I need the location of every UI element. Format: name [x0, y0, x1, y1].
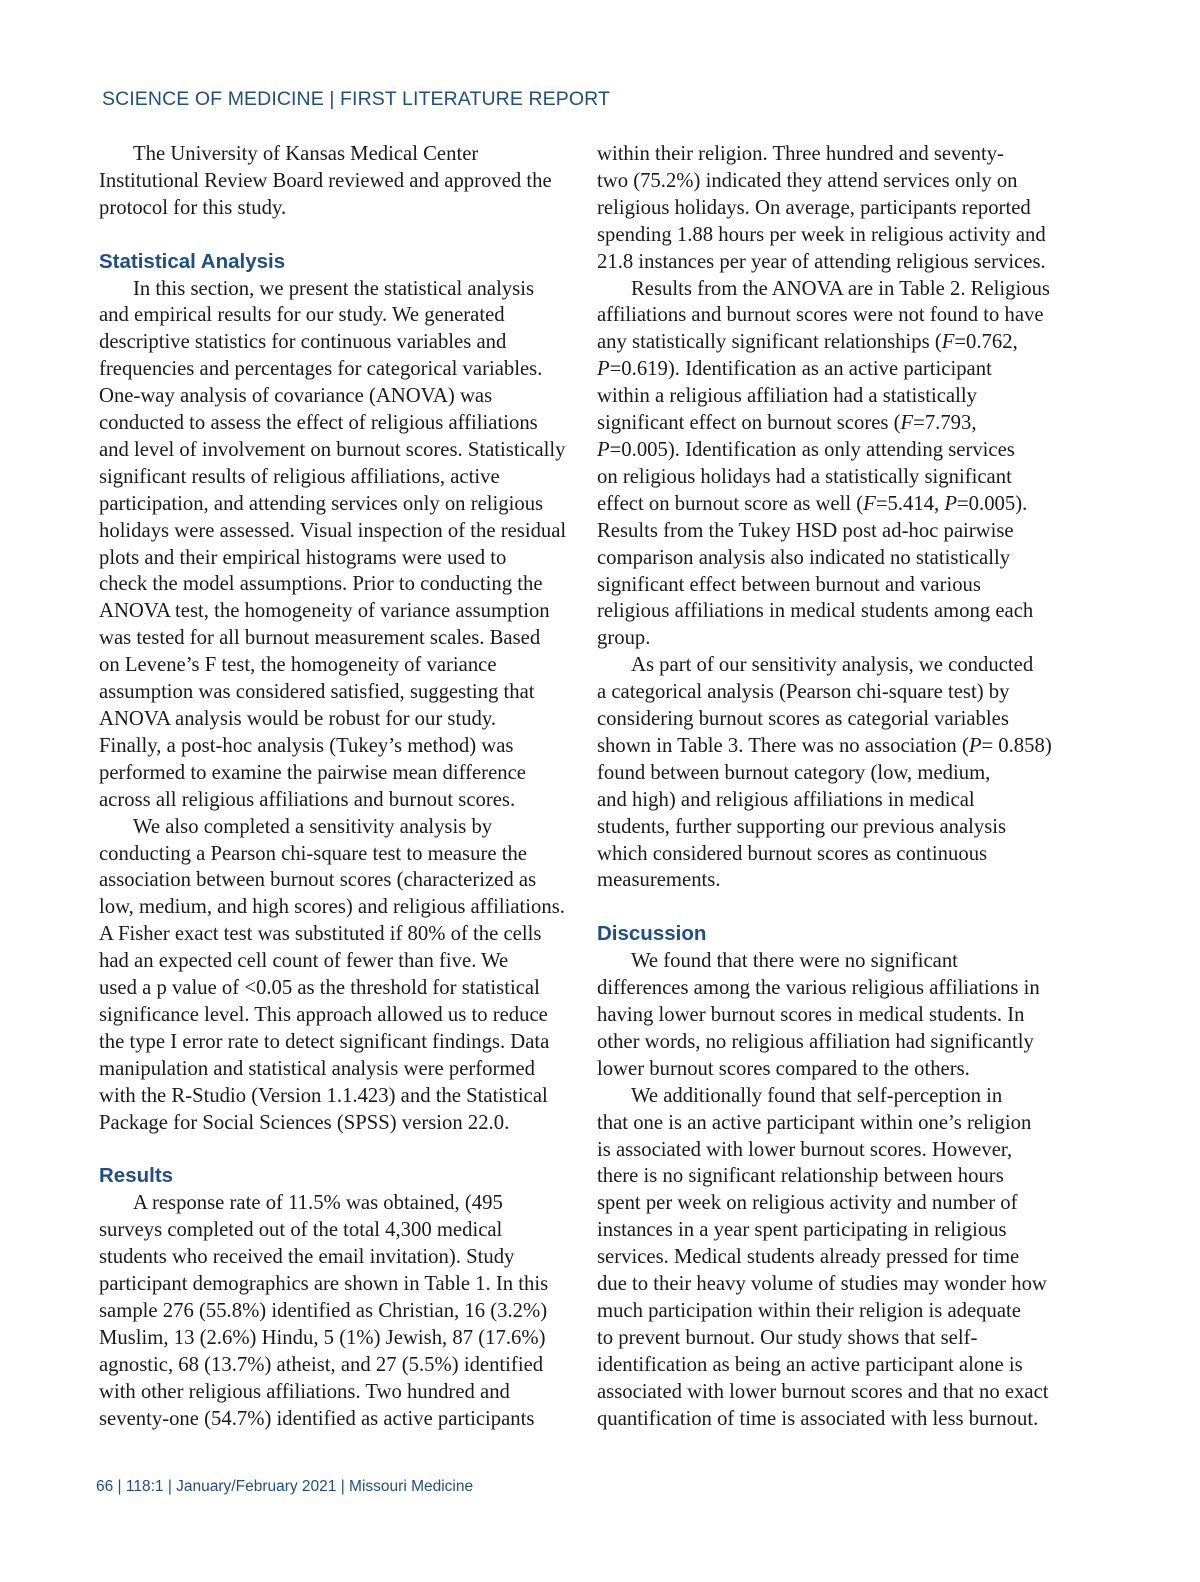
section-heading: Discussion: [597, 922, 707, 946]
right-column: [597, 141, 1071, 1432]
text-line: associated with lower burnout scores and that no exact: [597, 1380, 1049, 1403]
text-line: shown in Table 3. There was no association (P= 0.858): [597, 734, 1052, 757]
text-line: spending 1.88 hours per week in religious activity and: [597, 223, 1046, 246]
text-line: Results from the ANOVA are in Table 2. Religious: [631, 277, 1050, 300]
text-line: religious holidays. On average, participants reported: [597, 196, 1031, 219]
text-line: performed to examine the pairwise mean difference: [99, 761, 526, 784]
text-line: P=0.005). Identification as only attending services: [597, 438, 1015, 461]
paragraph: [597, 276, 1071, 653]
text-line: We found that there were no significant: [631, 950, 958, 973]
text-line: A Fisher exact test was substituted if 80% of the cells: [99, 923, 542, 946]
section-heading: Results: [99, 1164, 174, 1188]
text-line: P=0.619). Identification as an active participant: [597, 358, 992, 381]
text-line: conducted to assess the effect of religious affiliations: [99, 412, 538, 435]
text-line: measurements.: [597, 869, 721, 892]
text-line: with other religious affiliations. Two hundred and: [99, 1380, 510, 1403]
text-line: having lower burnout scores in medical students. In: [597, 1003, 1025, 1026]
left-column: [99, 141, 577, 1432]
paragraph: [597, 948, 1071, 1083]
text-line: assumption was considered satisfied, suggesting that: [99, 681, 535, 704]
text-line: any statistically significant relationships (F=0.762,: [597, 331, 1018, 354]
text-line: students who received the email invitation). Study: [99, 1246, 515, 1269]
text-line: association between burnout scores (characterized as: [99, 869, 537, 892]
section-spacer: [99, 1137, 577, 1164]
text-line: two (75.2%) indicated they attend services only on: [597, 169, 1018, 192]
text-line: Muslim, 13 (2.6%) Hindu, 5 (1%) Jewish, 87 (17.6%): [99, 1326, 546, 1349]
text-line: The University of Kansas Medical Center: [133, 143, 479, 165]
stat-symbol: P: [597, 438, 610, 461]
text-line: students, further supporting our previous analysis: [597, 815, 1007, 838]
text-line: within a religious affiliation had a statistically: [597, 385, 977, 408]
paragraph: [597, 141, 1071, 276]
text-line: that one is an active participant within one’s religion: [597, 1111, 1032, 1134]
text-line: significant effect between burnout and various: [597, 573, 981, 596]
section-spacer: [99, 222, 577, 249]
text-line: One-way analysis of covariance (ANOVA) was: [99, 385, 493, 408]
text-line: significant effect on burnout scores (F=7.793,: [597, 412, 977, 435]
text-line: frequencies and percentages for categorical variables.: [99, 358, 543, 381]
text-line: holidays were assessed. Visual inspection of the residual: [99, 519, 567, 542]
text-line: manipulation and statistical analysis were performed: [99, 1057, 536, 1080]
text-line: on religious holidays had a statistically significant: [597, 465, 1012, 488]
text-line: other words, no religious affiliation had significantly: [597, 1030, 1034, 1053]
page-footer: 66 | 118:1 | January/February 2021 | Missouri Medicine: [96, 1478, 474, 1495]
text-line: was tested for all burnout measurement scales. Based: [99, 627, 541, 650]
text-line: due to their heavy volume of studies may wonder how: [597, 1273, 1047, 1296]
text-line: check the model assumptions. Prior to conducting the: [99, 573, 543, 596]
text-line: had an expected cell count of fewer than five. We: [99, 950, 509, 973]
text-line: used a p value of <0.05 as the threshold for statistical: [99, 977, 540, 1000]
text-line: Institutional Review Board reviewed and approved the: [99, 169, 552, 192]
text-line: across all religious affiliations and burnout scores.: [99, 788, 516, 811]
text-line: Results from the Tukey HSD post ad-hoc pairwise: [597, 519, 1014, 542]
text-line: conducting a Pearson chi-square test to measure the: [99, 842, 527, 865]
text-line: much participation within their religion is adequate: [597, 1299, 1021, 1322]
text-line: services. Medical students already pressed for time: [597, 1246, 1020, 1269]
text-line: is associated with lower burnout scores. However,: [597, 1138, 1013, 1161]
text-line: seventy-one (54.7%) identified as active participants: [99, 1407, 535, 1430]
text-line: low, medium, and high scores) and religious affiliations.: [99, 896, 565, 919]
text-line: spent per week on religious activity and number of: [597, 1192, 1018, 1215]
text-line: religious affiliations in medical students among each: [597, 600, 1034, 623]
text-line: lower burnout scores compared to the others.: [597, 1057, 970, 1080]
text-line: We additionally found that self-perception in: [631, 1084, 1003, 1107]
text-line: significance level. This approach allowed us to reduce: [99, 1003, 548, 1026]
stat-symbol: P: [968, 734, 982, 757]
text-line: 21.8 instances per year of attending religious services.: [597, 250, 1046, 273]
paragraph: [99, 141, 577, 222]
paragraph: [99, 276, 577, 814]
text-line: within their religion. Three hundred and seventy-: [597, 143, 1004, 165]
text-line: comparison analysis also indicated no statistically: [597, 546, 1011, 569]
text-line: and high) and religious affiliations in medical: [597, 788, 975, 811]
stat-symbol: P: [944, 492, 958, 515]
text-line: ANOVA test, the homogeneity of variance assumption: [99, 600, 550, 623]
text-line: on Levene’s F test, the homogeneity of variance: [99, 654, 497, 677]
text-line: and empirical results for our study. We generated: [99, 304, 505, 327]
text-line: protocol for this study.: [99, 196, 287, 219]
text-line: significant results of religious affiliations, active: [99, 465, 500, 488]
stat-symbol: F: [900, 412, 914, 435]
stat-symbol: F: [941, 331, 955, 354]
text-line: the type I error rate to detect significant findings. Data: [99, 1030, 550, 1053]
text-line: agnostic, 68 (13.7%) atheist, and 27 (5.5%) identified: [99, 1353, 544, 1376]
paragraph: [99, 1190, 577, 1432]
running-head: SCIENCE OF MEDICINE | FIRST LITERATURE REPORT: [102, 88, 610, 110]
text-line: there is no significant relationship between hours: [597, 1165, 1004, 1188]
text-line: affiliations and burnout scores were not found to have: [597, 304, 1044, 327]
text-line: We also completed a sensitivity analysis by: [133, 815, 493, 838]
paragraph: [597, 652, 1071, 894]
text-line: a categorical analysis (Pearson chi-square test) by: [597, 681, 1010, 704]
text-line: ANOVA analysis would be robust for our study.: [99, 708, 497, 730]
text-line: Finally, a post-hoc analysis (Tukey’s method) was: [99, 734, 514, 757]
paragraph: [99, 814, 577, 1137]
text-line: quantification of time is associated with less burnout.: [597, 1407, 1039, 1430]
text-line: participant demographics are shown in Table 1. In this: [99, 1273, 549, 1295]
section-heading: Statistical Analysis: [99, 249, 286, 273]
text-line: identification as being an active participant alone is: [597, 1353, 1023, 1376]
text-line: As part of our sensitivity analysis, we conducted: [631, 654, 1034, 677]
text-line: descriptive statistics for continuous variables and: [99, 331, 507, 354]
paragraph: [597, 1083, 1071, 1433]
text-line: participation, and attending services only on religious: [99, 492, 544, 515]
text-line: considering burnout scores as categorial variables: [597, 708, 1009, 731]
text-line: group.: [597, 627, 651, 650]
text-line: sample 276 (55.8%) identified as Christian, 16 (3.2%): [99, 1299, 548, 1322]
text-line: In this section, we present the statistical analysis: [133, 277, 535, 300]
text-line: with the R-Studio (Version 1.1.423) and the Statistical: [99, 1084, 548, 1107]
text-line: instances in a year spent participating in religious: [597, 1219, 1007, 1242]
stat-symbol: F: [863, 492, 876, 515]
text-line: effect on burnout score as well (F=5.414, P=0.005).: [597, 492, 1028, 515]
text-line: surveys completed out of the total 4,300 medical: [99, 1219, 503, 1242]
stat-symbol: P: [597, 358, 610, 381]
text-line: plots and their empirical histograms were used to: [99, 546, 507, 569]
text-line: Package for Social Sciences (SPSS) version 22.0.: [99, 1111, 510, 1134]
section-spacer: [597, 894, 1071, 921]
text-line: A response rate of 11.5% was obtained, (495: [133, 1192, 503, 1215]
text-line: differences among the various religious affiliations in: [597, 977, 1040, 1000]
text-line: and level of involvement on burnout scores. Statistically: [99, 438, 566, 461]
text-line: to prevent burnout. Our study shows that self-: [597, 1326, 978, 1349]
text-line: which considered burnout scores as continuous: [597, 842, 988, 865]
text-line: found between burnout category (low, medium,: [597, 761, 991, 784]
